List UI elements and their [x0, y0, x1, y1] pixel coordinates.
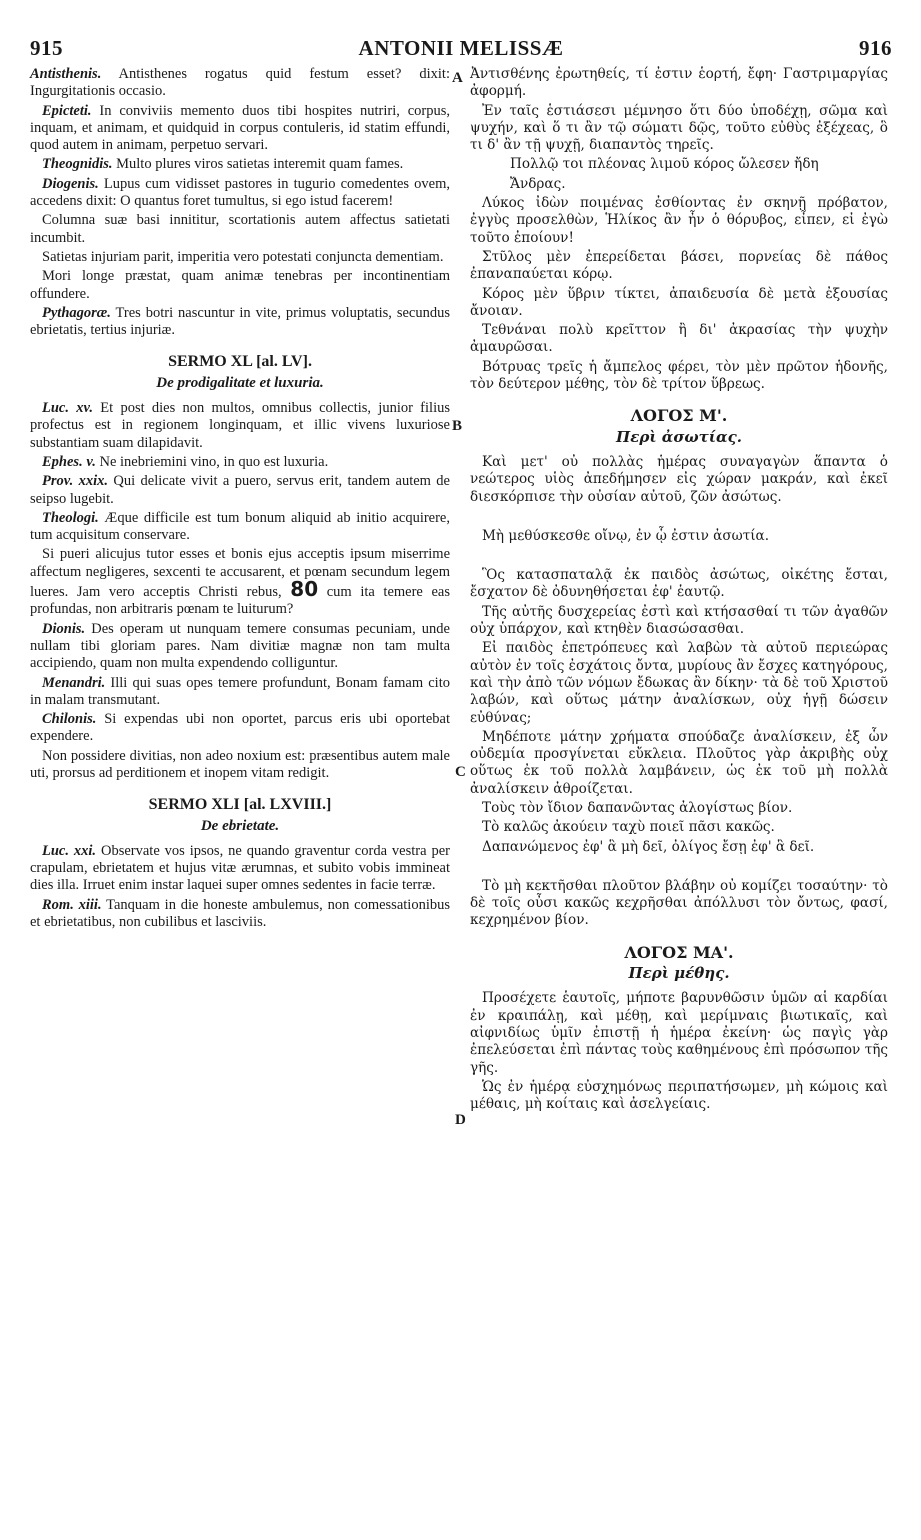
margin-marker-b: B: [452, 418, 463, 434]
margin-marker-d: D: [455, 1112, 466, 1128]
paragraph: Epicteti. In conviviis memento duos tibi hospites nutriri, corpus, inquam, et animam, et quidquid in corpus contuleris, id statim effundi, quod autem in animam, perpetuo servari.: [30, 102, 450, 154]
paragraph: Προσέχετε ἑαυτοῖς, μήποτε βαρυνθῶσιν ὑμῶν αἱ καρδίαι ἐν κραιπάλῃ, καὶ μέθῃ, καὶ μερίμναις βιωτικαῖς, καὶ αἰφνιδίως ὑμῖν ἐπιστῇ ἡ ἡμέρα ἐκείνη· ὡς παγὶς γὰρ ἐπελεύσεται ἐπὶ πάντας τοὺς καθημένους ἐπὶ πρόσωπον τῆς γῆς.: [470, 990, 888, 1076]
paragraph: Columna suæ basi innititur, scortationis autem affectus satietati incumbit.: [30, 212, 450, 246]
paragraph: Pythagoræ. Tres botri nascuntur in vite, primus voluptatis, secundus ebrietatis, tertius injuriæ.: [30, 304, 450, 339]
page-number-right: 916: [859, 36, 892, 60]
sermo-41-subtitle: De ebrietate.: [200, 817, 280, 834]
paragraph: Menandri. Illi qui suas opes temere profundunt, Bonam famam cito in malam transmutant.: [30, 674, 450, 708]
verse-line: Πολλῷ τοι πλέονας λιμοῦ κόρος ὤλεσεν ἤδη: [510, 156, 819, 173]
paragraph: Δαπανώμενος ἐφ' ἃ μὴ δεῖ, ὀλίγος ἔσῃ ἐφ' ἃ δεῖ.: [482, 838, 815, 855]
sermo-40-subtitle: De prodigalitate et luxuria.: [156, 374, 324, 391]
logos-41-subtitle: Περὶ μέθης.: [628, 964, 730, 983]
paragraph: Ἀντισθένης ἐρωτηθείς, τί ἐστιν ἑορτή, ἔφη· Γαστριμαργίας ἀφορμή.: [470, 66, 888, 100]
margin-marker-c: C: [455, 764, 466, 780]
paragraph: Τὸ καλῶς ἀκούειν ταχὺ ποιεῖ πᾶσι κακῶς.: [482, 819, 775, 836]
paragraph: Βότρυας τρεῖς ἡ ἄμπελος φέρει, τὸν μὲν πρῶτον ἡδονῆς, τὸν δεύτερον μέθης, τὸν δὲ τρίτον ὕβρεως.: [470, 358, 888, 393]
paragraph: Si pueri alicujus tutor esses et bonis ejus acceptis ipsum miserrime affectum negligeres, sexcenti te accusarent, et pœnam secundum legem lueres. Jam vero acceptis Christi rebus, 80 cum ita temere eas profundas, non arbitraris pœnam te luiturum?: [30, 546, 451, 618]
paragraph: Εἰ παιδὸς ἐπετρόπευες καὶ λαβὼν τὰ αὐτοῦ περιεώρας αὐτὸν ἐν τοῖς ἐσχάτοις ὄντα, μυρίους ἂν ἔσχες κατηγόρους, καὶ τὴν ἀπὸ τῶν νόμων ἔδωκας ἂν δίκην· τὰ δὲ τοῦ Χριστοῦ λαβών, καὶ οὕτως μάτην ἀναλίσκων, οὐχ ἡγῇ δώσειν εὐθύνας;: [470, 640, 888, 726]
paragraph: Chilonis. Si expendas ubi non oportet, parcus eris ubi oportebat expendere.: [30, 711, 450, 745]
paragraph: Κόρος μὲν ὕβριν τίκτει, ἀπαιδευσία δὲ μετὰ ἐξουσίας ἄνοιαν.: [470, 285, 888, 319]
paragraph: Μηδέποτε μάτην χρήματα σπούδαζε ἀναλίσκειν, ἐξ ὧν οὐδεμία προσγίνεται εὔκλεια. Πλοῦτος γὰρ ἀκριβὴς οὐχ οὕτως ἐκ τοῦ πολλὰ λαμβάνειν, ὡς ἐκ τοῦ μὴ πολλὰ ἀναλίσκειν ἀθροίζεται.: [470, 728, 888, 797]
paragraph: Rom. xiii. Tanquam in die honeste ambulemus, non comessationibus et ebrietatibus, non cubilibus et lasciviis.: [30, 896, 450, 931]
logos-40-subtitle: Περὶ ἀσωτίας.: [616, 427, 742, 446]
paragraph: Τοὺς τὸν ἴδιον δαπανῶντας ἀλογίστως βίον.: [482, 799, 793, 816]
verse-line: Ἄνδρας.: [510, 175, 566, 192]
inline-number: 80: [290, 577, 319, 602]
paragraph: Ἐν ταῖς ἑστιάσεσι μέμνησο ὅτι δύο ὑποδέχῃ, σῶμα καὶ ψυχήν, καὶ ὅ τι ἂν τῷ σώματι δῷς, τοῦτο εὐθὺς ἐξέχεας, ὃ τι δ' ἂν τῇ ψυχῇ, διαπαντὸς τηρεῖς.: [470, 102, 888, 154]
logos-41-title: ΛΟΓΟΣ ΜΑ'.: [624, 942, 734, 962]
paragraph: Diogenis. Lupus cum vidisset pastores in tugurio comedentes ovem, accedens dixit: O quantus foret tumultus, si ego istud facerem!: [30, 175, 450, 210]
paragraph: Prov. xxix. Qui delicate vivit a puero, servus erit, tandem autem de seipso lugebit.: [30, 473, 450, 507]
paragraph: Mori longe præstat, quam animæ tenebras per incontinentiam offundere.: [30, 268, 450, 302]
paragraph: Ὡς ἐν ἡμέρᾳ εὐσχημόνως περιπατήσωμεν, μὴ κώμοις καὶ μέθαις, μὴ κοίταις καὶ ἀσελγείαις.: [470, 1078, 888, 1113]
latin-column: [30, 66, 450, 933]
paragraph: Non possidere divitias, non adeo noxium est: præsentibus autem male uti, prorsus ad perditionem et inopem vitam redigit.: [30, 747, 450, 781]
margin-marker-a: A: [452, 70, 463, 86]
logos-40-title: ΛΟΓΟΣ Μ'.: [630, 406, 728, 426]
paragraph: Antisthenis. Antisthenes rogatus quid festum esset? dixit: Ingurgitationis occasio.: [30, 66, 450, 100]
page-header: [30, 36, 892, 60]
paragraph: Satietas injuriam parit, imperitia vero potestati conjuncta dementiam.: [42, 248, 444, 265]
paragraph: Dionis. Des operam ut nunquam temere consumas pecuniam, unde nullam tibi gloriam pares. Nam divitiæ magnæ non tam multa accipiendo, quam non multa expendendo colliguntur.: [30, 620, 450, 672]
paragraph: Ὃς κατασπαταλᾷ ἐκ παιδὸς ἀσώτως, οἰκέτης ἔσται, ἔσχατον δὲ ὀδυνηθήσεται ἐφ' ἑαυτῷ.: [470, 567, 888, 601]
greek-column: [470, 66, 888, 1115]
page-number-left: 915: [30, 36, 63, 60]
sermo-40-title: SERMO XL [al. LV].: [168, 353, 312, 371]
running-title: ANTONII MELISSÆ: [358, 36, 564, 60]
paragraph: Ephes. v. Ne inebriemini vino, in quo est luxuria.: [42, 453, 329, 470]
paragraph: Καὶ μετ' οὐ πολλὰς ἡμέρας συναγαγὼν ἅπαντα ὁ νεώτερος υἱὸς ἀπεδήμησεν εἰς χώραν μακράν, καὶ ἐκεῖ διεσκόρπισε τὴν οὐσίαν αὐτοῦ, ζῶν ἀσώτως.: [470, 453, 888, 505]
paragraph: Theologi. Æque difficile est tum bonum aliquid ab initio acquirere, tum acquisitum conservare.: [30, 509, 450, 544]
paragraph: Τεθνάναι πολὺ κρεῖττον ἢ δι' ἀκρασίας τὴν ψυχὴν ἀμαυρῶσαι.: [470, 322, 888, 356]
paragraph: Luc. xxi. Observate vos ipsos, ne quando graventur corda vestra per crapulam, ebrietatem et hujus vitæ ærumnas, et subito vobis immineat dies illa. Irruet enim instar laquei super omnes sedentes in facie terræ.: [30, 842, 450, 894]
paragraph: Luc. xv. Et post dies non multos, omnibus collectis, junior filius profectus est in regionem longinquam, et illic vivens luxuriose substantiam suam dilapidavit.: [30, 400, 450, 451]
paragraph: Τὸ μὴ κεκτῆσθαι πλοῦτον βλάβην οὐ κομίζει τοσαύτην· τὸ δὲ τοῖς οὖσι κακῶς κεχρῆσθαι ἀπόλλυσι τὸν ὄντως, φασί, κεχρημένον βίον.: [470, 877, 888, 929]
paragraph: Στῦλος μὲν ἐπερείδεται βάσει, πορνείας δὲ πάθος ἐπαναπαύεται κόρῳ.: [470, 248, 888, 283]
paragraph: Τῆς αὐτῆς δυσχερείας ἐστὶ καὶ κτήσασθαί τι τῶν ἀγαθῶν οὐχ ὑπάρχον, καὶ κτηθὲν διασώσασθαι.: [470, 603, 888, 638]
paragraph: Λύκος ἰδὼν ποιμένας ἐσθίοντας ἐν σκηνῇ πρόβατον, ἐγγὺς προσελθὼν, Ἡλίκος ἂν ἦν ὁ θόρυβος, εἶπεν, εἰ ἐγὼ τοῦτο ἐποίουν!: [470, 195, 888, 246]
sermo-41-title: SERMO XLI [al. LXVIII.]: [148, 796, 332, 814]
paragraph: Theognidis. Multo plures viros satietas interemit quam fames.: [42, 156, 404, 173]
paragraph: Μὴ μεθύσκεσθε οἴνῳ, ἐν ᾧ ἐστιν ἀσωτία.: [482, 527, 770, 544]
